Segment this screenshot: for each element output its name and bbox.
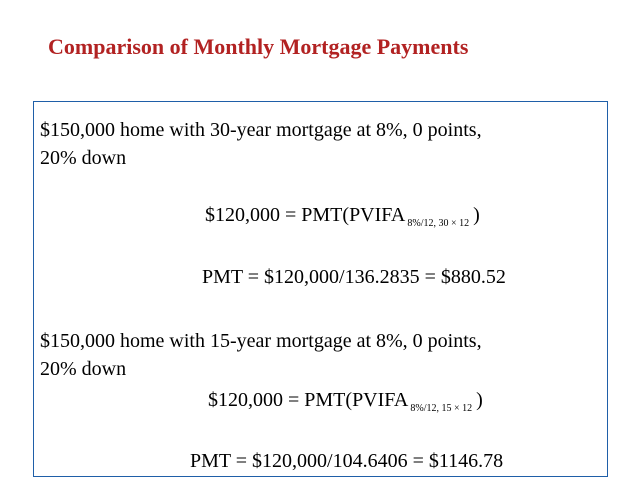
case1-result: PMT = $120,000/136.2835 = $880.52 (202, 266, 506, 288)
case1-equation-prefix: $120,000 = PMT(PVIFA (205, 204, 406, 226)
slide-title: Comparison of Monthly Mortgage Payments (48, 34, 469, 59)
case1-equation (205, 203, 480, 231)
case2-description-line1: $150,000 home with 15-year mortgage at 8%, 0 points, (40, 330, 482, 352)
case2-equation-prefix: $120,000 = PMT(PVIFA (208, 389, 409, 411)
case2-result: PMT = $120,000/104.6406 = $1146.78 (190, 450, 504, 472)
case1-description-line2: 20% down (40, 147, 127, 169)
case1-equation-suffix: ) (473, 204, 480, 226)
case1-description-line1: $150,000 home with 30-year mortgage at 8%, 0 points, (40, 119, 482, 141)
case2-equation-suffix: ) (476, 389, 483, 411)
case1-equation-subscript: 8%/12, 30 × 12 (407, 218, 470, 229)
case2-equation (208, 388, 483, 416)
case2-description-line2: 20% down (40, 358, 127, 380)
case2-equation-subscript: 8%/12, 15 × 12 (410, 403, 473, 414)
